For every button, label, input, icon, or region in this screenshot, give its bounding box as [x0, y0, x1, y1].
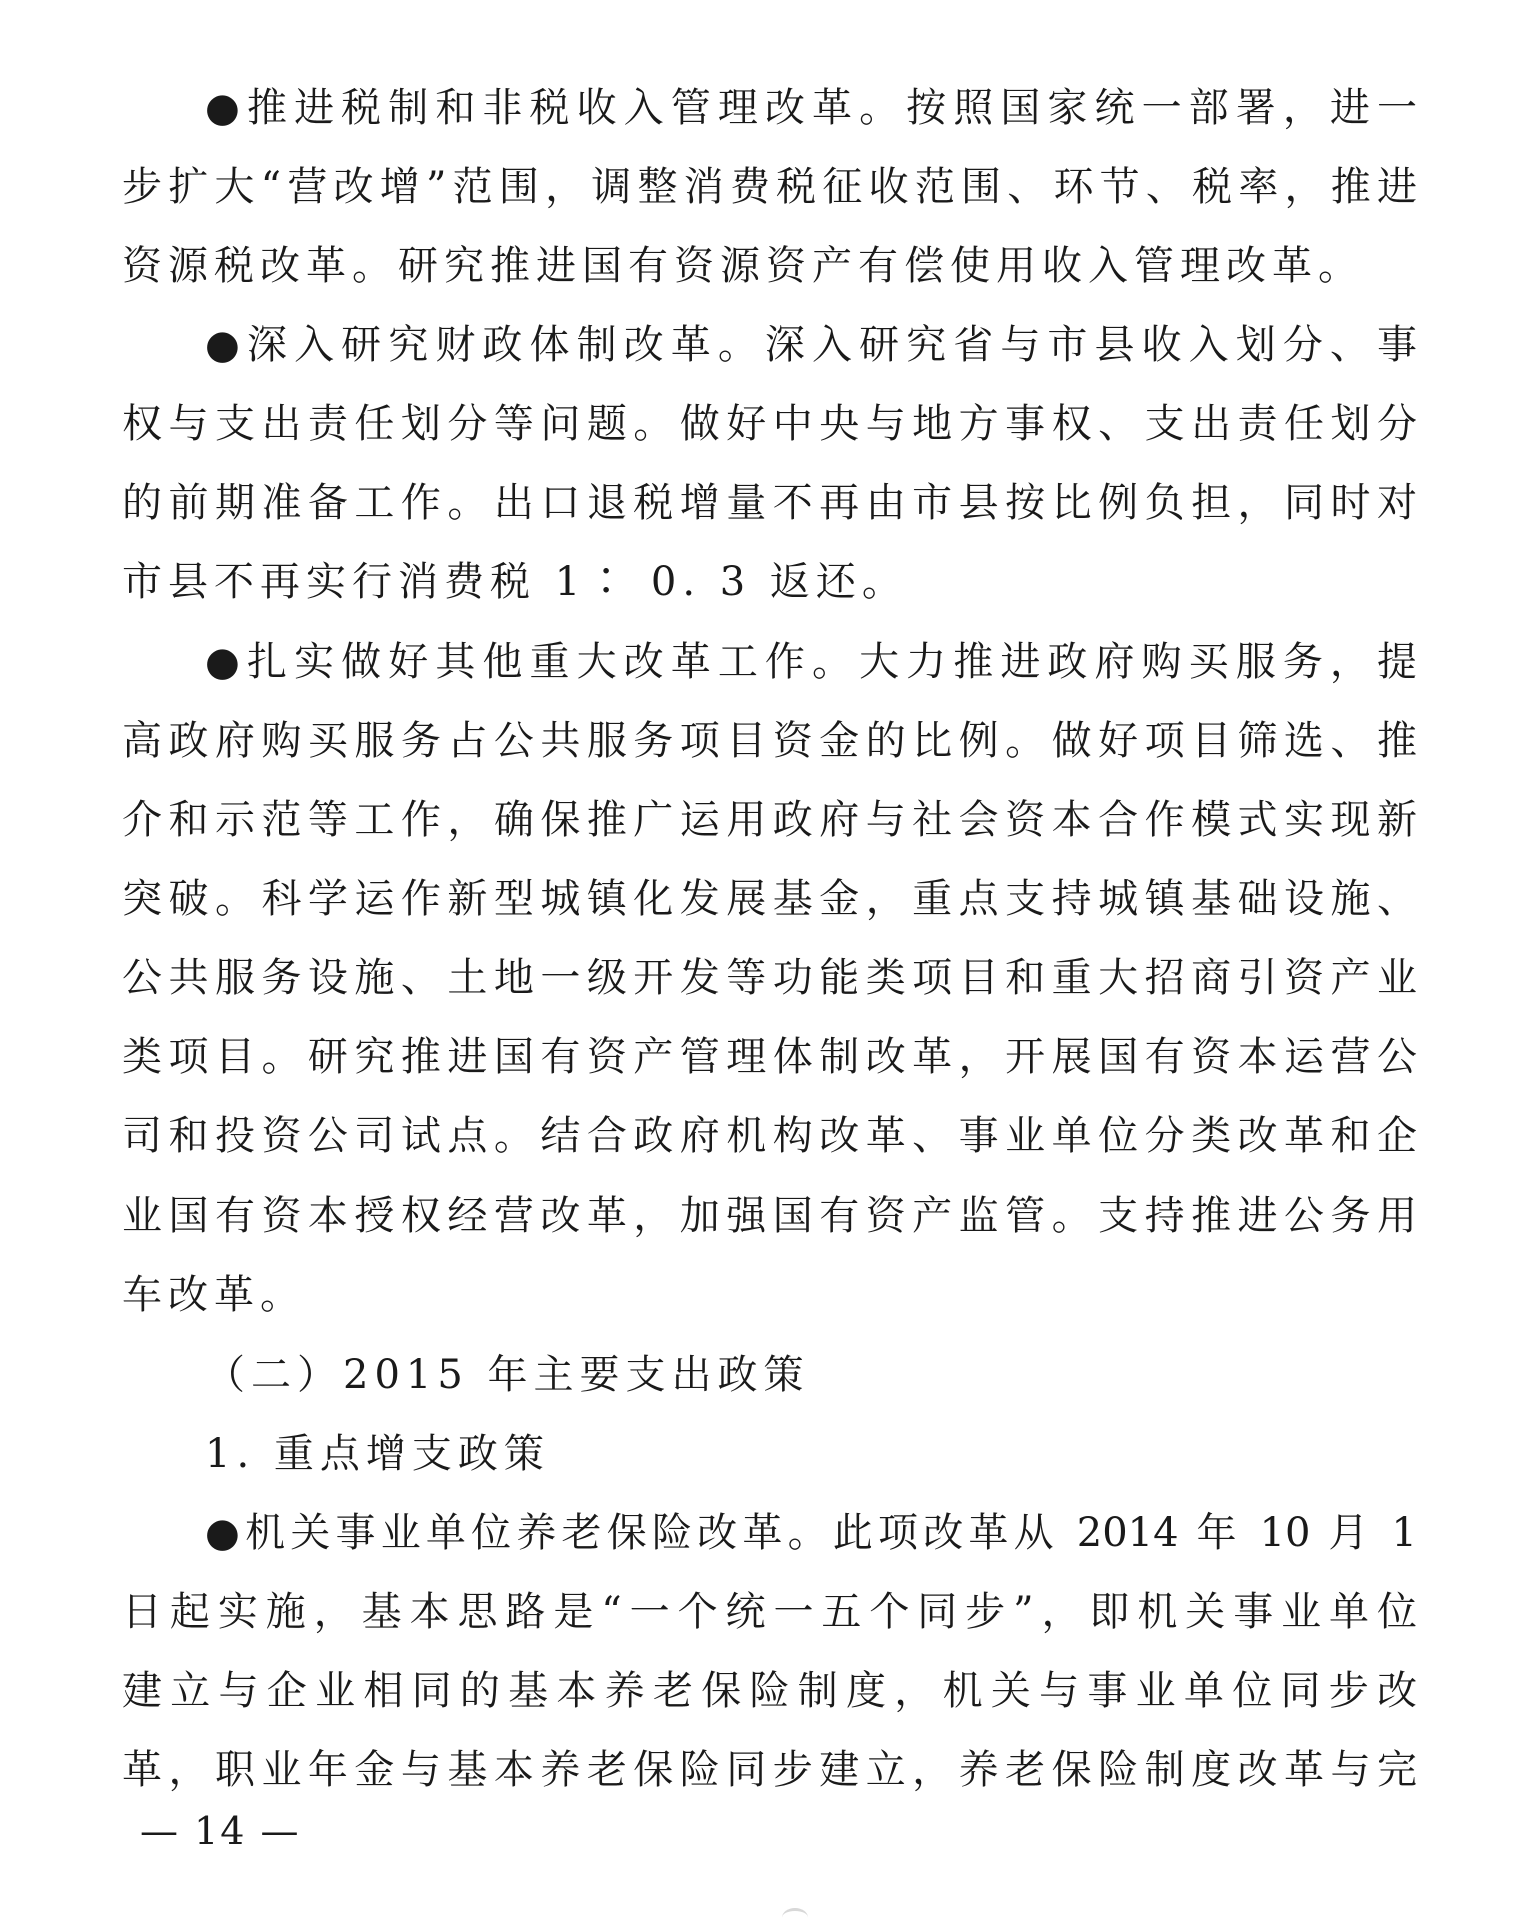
- paragraph-line: 革，职业年金与基本养老保险同步建立，养老保险制度改革与完: [122, 1747, 1417, 1793]
- paragraph-line: ●深入研究财政体制改革。深入研究省与市县收入划分、事: [205, 322, 1417, 368]
- paragraph-line: 介和示范等工作，确保推广运用政府与社会资本合作模式实现新: [122, 797, 1417, 843]
- paragraph-line: ●扎实做好其他重大改革工作。大力推进政府购买服务，提: [205, 639, 1417, 685]
- paragraph-line: 步扩大“营改增”范围，调整消费税征收范围、环节、税率，推进: [122, 164, 1417, 210]
- paragraph-line: 高政府购买服务占公共服务项目资金的比例。做好项目筛选、推: [122, 718, 1417, 764]
- paragraph-line: 日起实施，基本思路是“一个统一五个同步”，即机关事业单位: [122, 1589, 1417, 1635]
- paragraph-line: 突破。科学运作新型城镇化发展基金，重点支持城镇基础设施、: [122, 876, 1417, 922]
- paragraph-line: 权与支出责任划分等问题。做好中央与地方事权、支出责任划分: [122, 401, 1417, 447]
- paragraph-line: 车改革。: [122, 1272, 306, 1318]
- subsection-heading: 1. 重点增支政策: [205, 1431, 550, 1477]
- paragraph-line: 建立与企业相同的基本养老保险制度，机关与事业单位同步改: [122, 1668, 1417, 1714]
- section-heading: （二）2015 年主要支出政策: [205, 1352, 810, 1398]
- paragraph-line: 市县不再实行消费税 1∶ 0. 3 返还。: [122, 559, 908, 605]
- scan-artifact: [782, 1908, 808, 1927]
- paragraph-line: 类项目。研究推进国有资产管理体制改革，开展国有资本运营公: [122, 1034, 1417, 1080]
- paragraph-line: 资源税改革。研究推进国有资源资产有偿使用收入管理改革。: [122, 243, 1364, 289]
- page-number: — 14 —: [140, 1809, 301, 1853]
- paragraph-line: ●推进税制和非税收入管理改革。按照国家统一部署，进一: [205, 85, 1417, 131]
- paragraph-line: 公共服务设施、土地一级开发等功能类项目和重大招商引资产业: [122, 955, 1417, 1001]
- paragraph-line: ●机关事业单位养老保险改革。此项改革从 2014 年 10 月 1: [205, 1510, 1417, 1556]
- paragraph-line: 的前期准备工作。出口退税增量不再由市县按比例负担，同时对: [122, 480, 1417, 526]
- paragraph-line: 司和投资公司试点。结合政府机构改革、事业单位分类改革和企: [122, 1113, 1417, 1159]
- paragraph-line: 业国有资本授权经营改革，加强国有资产监管。支持推进公务用: [122, 1193, 1417, 1239]
